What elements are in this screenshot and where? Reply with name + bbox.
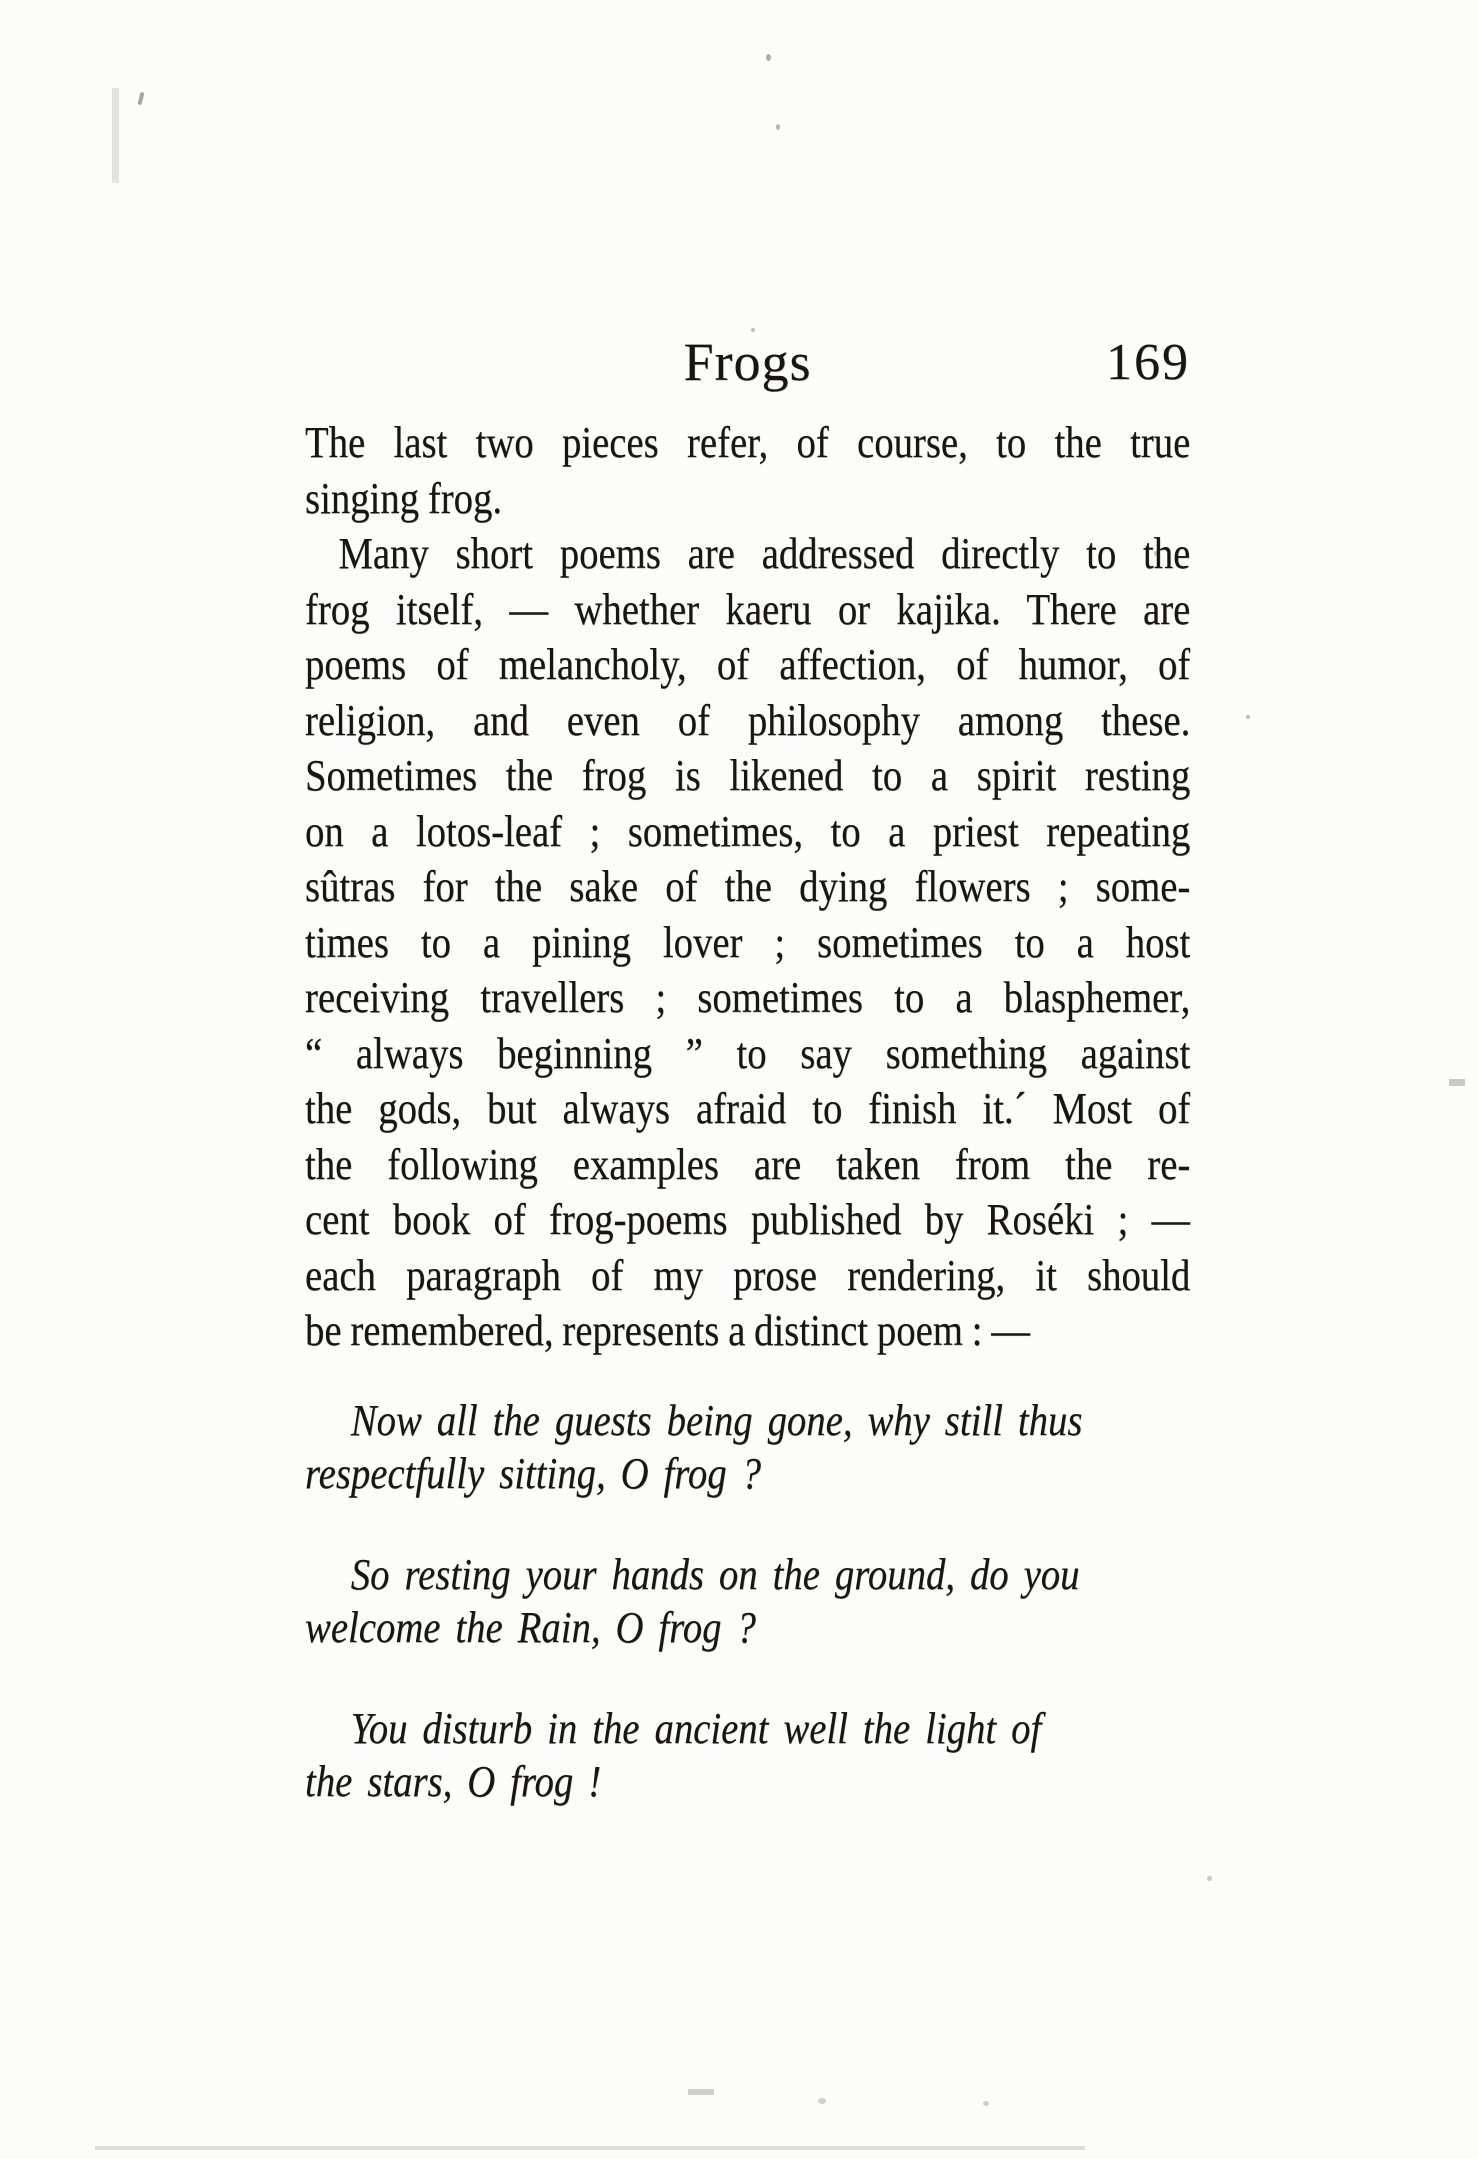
paragraph bbox=[305, 526, 1190, 1359]
text-line: sûtras for the sake of the dying flowers ; some- bbox=[305, 862, 1191, 911]
text-line: poems of melancholy, of affection, of humor, of bbox=[305, 640, 1191, 689]
text-line: “ always beginning ” to say something against bbox=[305, 1028, 1191, 1078]
text-line: Sometimes the frog is likened to a spirit resting bbox=[305, 751, 1191, 800]
scan-speck bbox=[1246, 715, 1250, 719]
page-header bbox=[305, 332, 1190, 392]
scan-speck bbox=[818, 2098, 826, 2104]
text-line: each paragraph of my prose rendering, it should bbox=[305, 1250, 1191, 1300]
page-number: 169 bbox=[1106, 334, 1190, 391]
text-line: on a lotos-leaf ; sometimes, to a priest repeating bbox=[305, 806, 1191, 856]
poem bbox=[305, 1548, 1190, 1654]
poem bbox=[305, 1702, 1190, 1808]
paragraph bbox=[305, 415, 1190, 526]
text-line: the following examples are taken from the re- bbox=[305, 1139, 1191, 1189]
poem-line: You disturb in the ancient well the light of bbox=[350, 1703, 1042, 1753]
text-line: be remembered, represents a distinct poem : — bbox=[305, 1306, 1030, 1355]
text-line: cent book of frog-poems published by Roséki ; — bbox=[305, 1195, 1191, 1244]
text-line: singing frog. bbox=[305, 473, 503, 523]
text-line: The last two pieces refer, of course, to the true bbox=[305, 418, 1191, 467]
text-line: religion, and even of philosophy among these. bbox=[305, 695, 1191, 745]
running-title: Frogs bbox=[683, 332, 812, 392]
poem-section bbox=[305, 1394, 1190, 1808]
scan-speck bbox=[137, 92, 144, 106]
scan-smudge bbox=[1449, 1079, 1465, 1086]
scan-speck bbox=[776, 124, 780, 130]
poem-line: the stars, O frog ! bbox=[305, 1756, 602, 1806]
poem-line: Now all the guests being gone, why still thus bbox=[350, 1395, 1083, 1445]
scan-smudge bbox=[112, 88, 119, 183]
body-text bbox=[305, 415, 1190, 1808]
scan-smudge bbox=[95, 2146, 1085, 2150]
poem-line: So resting your hands on the ground, do you bbox=[350, 1549, 1080, 1599]
poem-line: respectfully sitting, O frog ? bbox=[305, 1448, 761, 1498]
poem bbox=[305, 1394, 1190, 1500]
poem-line: welcome the Rain, O frog ? bbox=[305, 1602, 756, 1652]
scan-smudge bbox=[688, 2089, 714, 2095]
text-column bbox=[305, 332, 1191, 1856]
text-line: frog itself, — whether kaeru or kajika. There are bbox=[305, 584, 1191, 634]
text-line: receiving travellers ; sometimes to a blasphemer, bbox=[305, 973, 1191, 1022]
text-line: times to a pining lover ; sometimes to a host bbox=[305, 917, 1191, 967]
scan-speck bbox=[766, 54, 771, 61]
text-line: the gods, but always afraid to finish it.´ Most of bbox=[305, 1084, 1191, 1133]
scan-speck bbox=[983, 2101, 989, 2106]
text-line: Many short poems are addressed directly to the bbox=[338, 529, 1191, 578]
scan-speck bbox=[1207, 1876, 1212, 1881]
